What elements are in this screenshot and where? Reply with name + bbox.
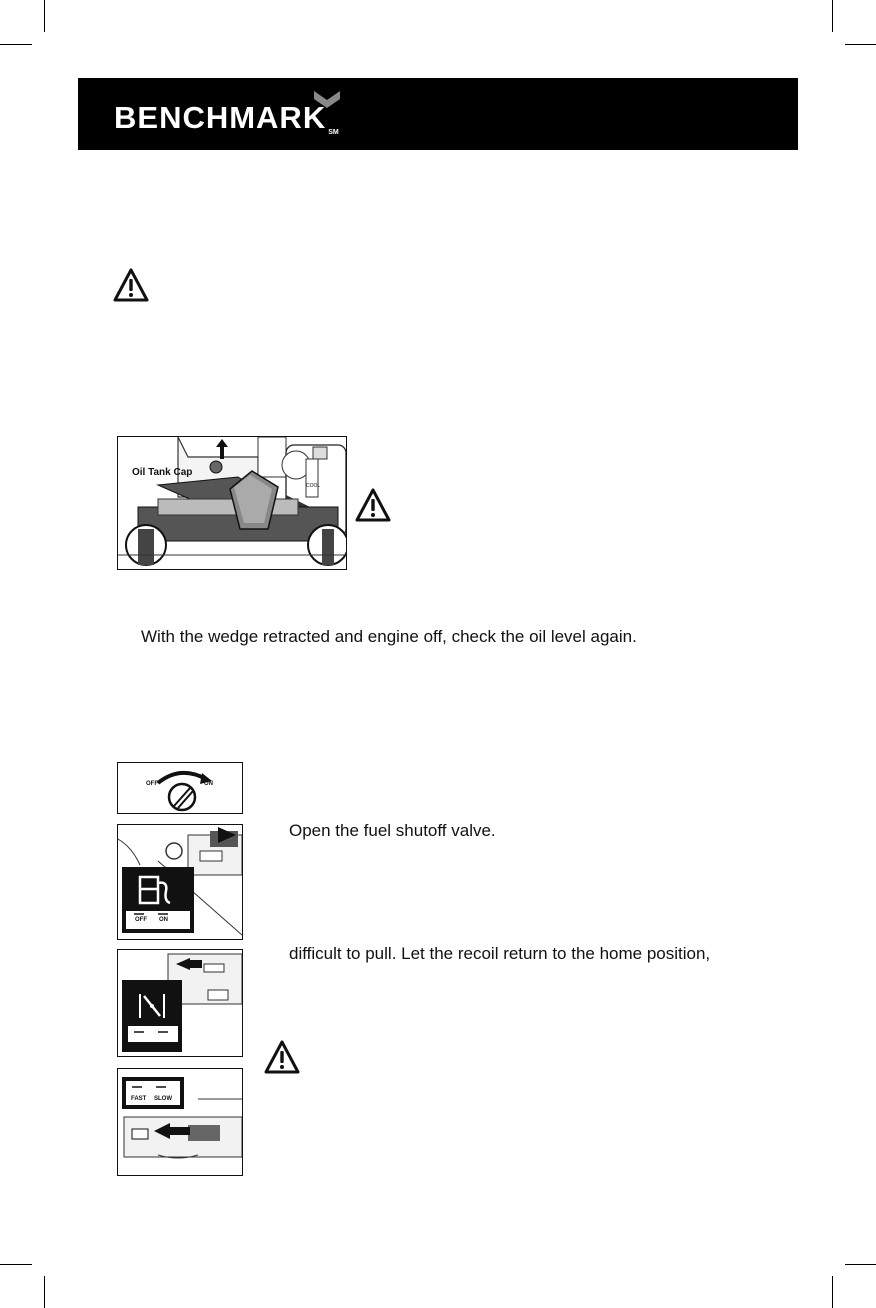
crop-mark [845,1264,876,1265]
choke-figure [117,949,243,1057]
gauge-cool-label: COOL [306,483,321,489]
throttle-illustration [118,1069,242,1175]
warning-icon [113,268,149,302]
switch-knob-icon [118,763,242,813]
fuel-on-label: ON [159,917,168,923]
crop-mark [44,0,45,32]
crop-mark [0,44,32,45]
brand-name: BENCHMARK [114,100,327,135]
crop-mark [0,1264,32,1265]
warning-icon [355,488,391,522]
warning-icon [264,1040,300,1074]
brand-logo [114,100,339,136]
oil-tank-figure [117,436,347,570]
brand-mark: SM [328,129,339,136]
fuel-off-label: OFF [135,917,147,923]
throttle-figure [117,1068,243,1176]
switch-off-label: OFF [146,781,158,787]
recoil-instruction: difficult to pull. Let the recoil return to the home position, [289,944,711,963]
engine-switch-figure [117,762,243,814]
crop-mark [832,0,833,32]
oil-check-instruction: With the wedge retracted and engine off, check the oil level again. [141,627,637,646]
crop-mark [832,1276,833,1308]
switch-on-label: ON [204,781,213,787]
fuel-valve-instruction: Open the fuel shutoff valve. [289,821,496,840]
throttle-slow-label: SLOW [154,1096,172,1102]
fuel-valve-figure [117,824,243,940]
throttle-fast-label: FAST [131,1096,147,1102]
header-bar [78,78,798,150]
oil-tank-cap-label: Oil Tank Cap [132,467,193,478]
crop-mark [845,44,876,45]
engine-illustration [118,437,346,569]
crop-mark [44,1276,45,1308]
choke-illustration [118,950,242,1056]
